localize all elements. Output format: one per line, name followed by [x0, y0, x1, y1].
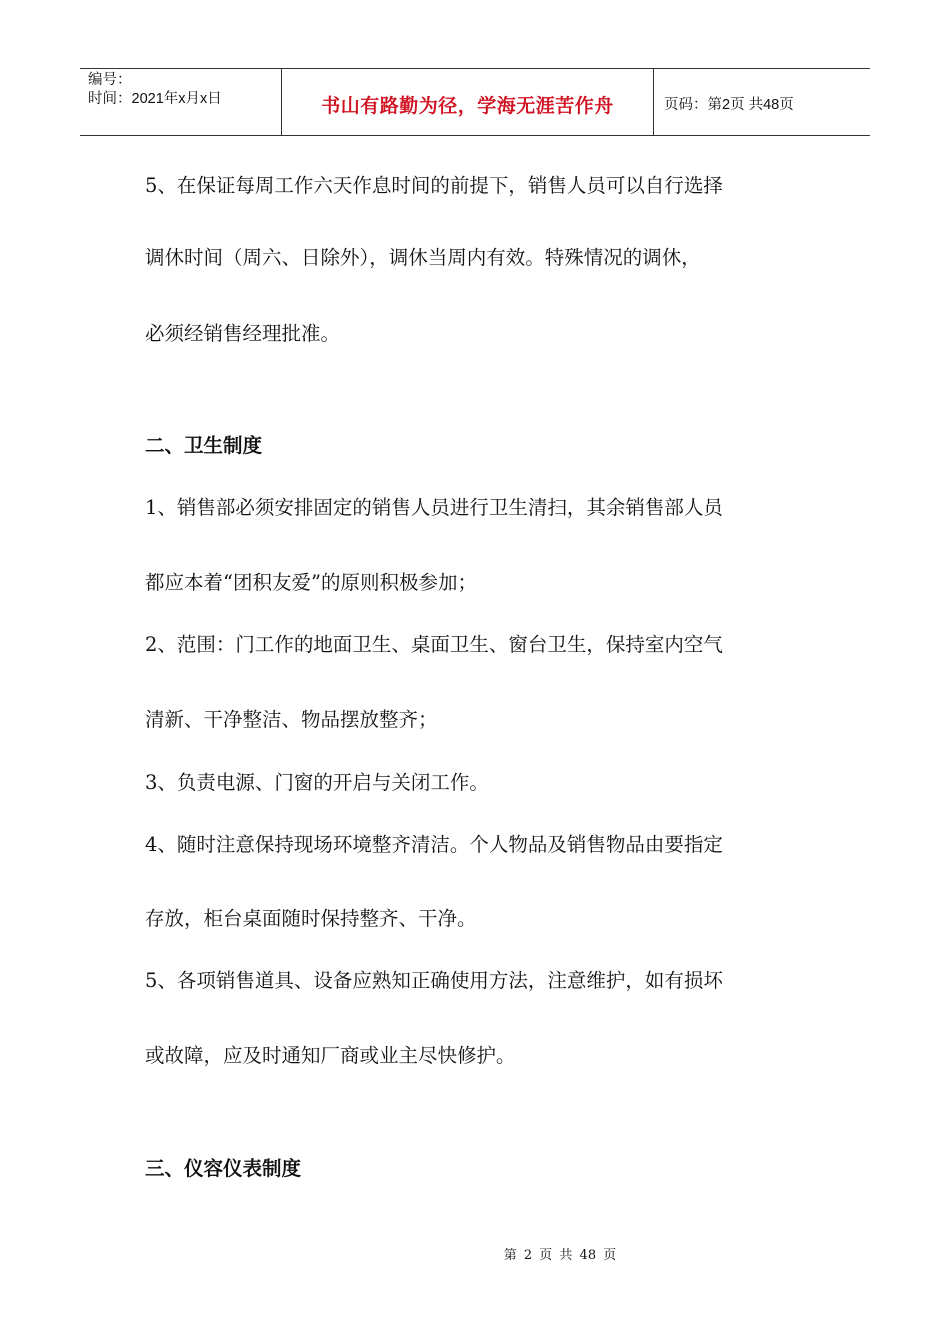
body-line-2: 调休时间（周六、日除外），调休当周内有效。特殊情况的调休，: [145, 246, 701, 269]
body-line-8: 3、负责电源、门窗的开启与关闭工作。: [145, 771, 489, 794]
body-line-7: 清新、干净整洁、物品摆放整齐；: [145, 708, 438, 731]
header-number-label: 编号：: [88, 72, 132, 88]
header-page-info: 页码：第2页 共48页: [664, 96, 794, 113]
body-line-1: 5、在保证每周工作六天作息时间的前提下，销售人员可以自行选择: [145, 174, 723, 197]
header-meta: [80, 69, 281, 135]
header-motto: 书山有路勤为径，学海无涯苦作舟: [281, 69, 654, 135]
page-footer: 第 2 页 共 48 页: [503, 1248, 617, 1263]
section-heading-appearance: 三、仪容仪表制度: [145, 1157, 302, 1180]
body-line-6: 2、范围：门工作的地面卫生、桌面卫生、窗台卫生，保持室内空气: [145, 633, 723, 656]
body-line-3: 必须经销售经理批准。: [145, 322, 341, 345]
header-date-label: 时间：2021年x月x日: [88, 91, 222, 107]
body-line-9: 4、随时注意保持现场环境整齐清洁。个人物品及销售物品由要指定: [145, 833, 723, 856]
body-line-12: 或故障，应及时通知厂商或业主尽快修护。: [145, 1044, 516, 1067]
page-header: [80, 68, 870, 136]
body-line-11: 5、各项销售道具、设备应熟知正确使用方法，注意维护，如有损坏: [145, 969, 723, 992]
body-line-4: 1、销售部必须安排固定的销售人员进行卫生清扫，其余销售部人员: [145, 496, 723, 519]
body-line-10: 存放，柜台桌面随时保持整齐、干净。: [145, 907, 477, 930]
section-heading-hygiene: 二、卫生制度: [145, 434, 263, 457]
body-line-5: 都应本着“团积友爱”的原则积极参加；: [145, 571, 477, 594]
